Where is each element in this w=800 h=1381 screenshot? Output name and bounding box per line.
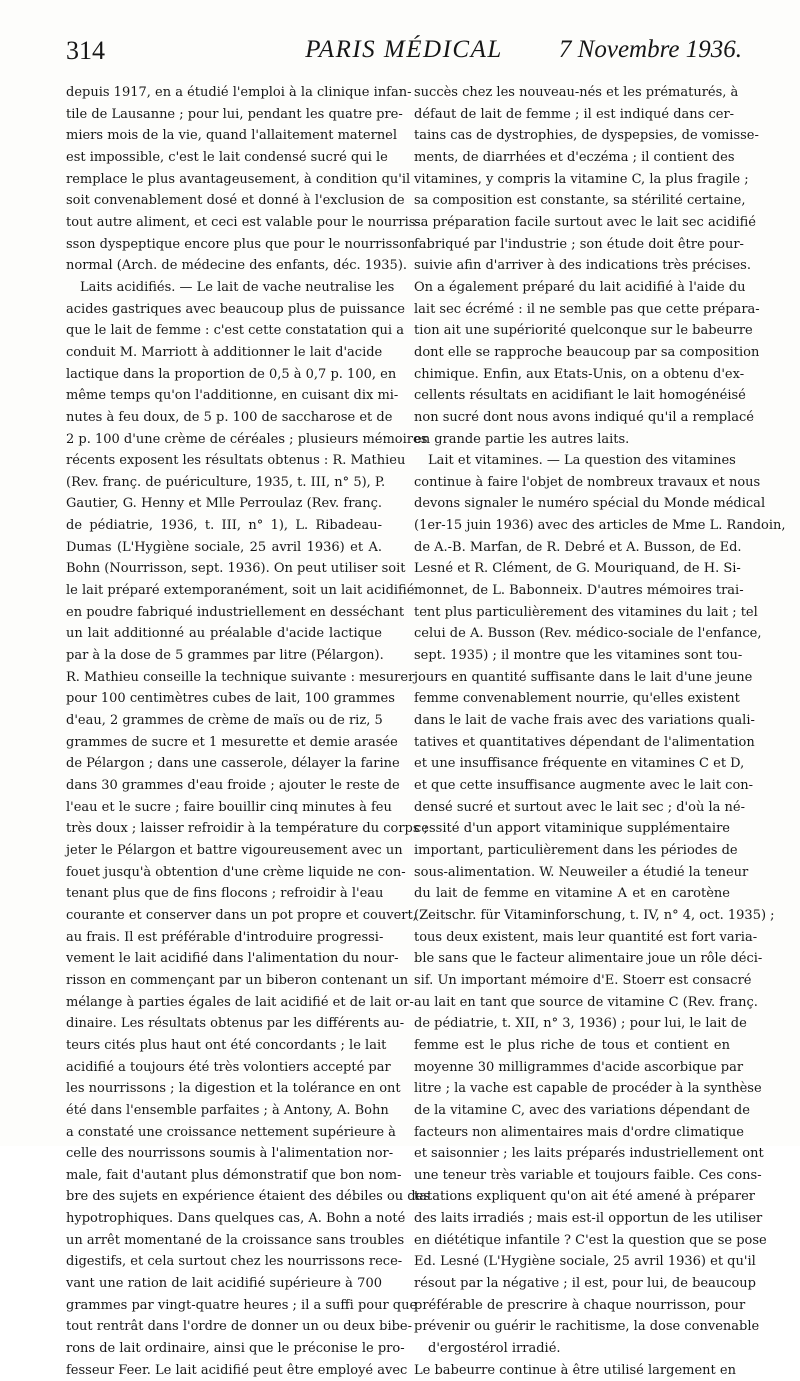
text-line: tile de Lausanne ; pour lui, pendant les quatre pre- (66, 106, 403, 122)
text-line: les nourrissons ; la digestion et la tolérance en ont (66, 1081, 401, 1097)
text-line: (Zeitschr. für Vitaminforschung, t. IV, n° 4, oct. 1935) ; (414, 907, 775, 923)
text-line: Laits acidifiés. — Le lait de vache neutralise les (80, 279, 395, 295)
text-line: vant une ration de lait acidifié supérieure à 700 (66, 1276, 382, 1292)
text-line: résout par la négative ; il est, pour lui, de beaucoup (414, 1276, 757, 1292)
text-line: jours en quantité suffisante dans le lait d'une jeune (414, 669, 753, 685)
text-line: dont elle se rapproche beaucoup par sa composition (414, 344, 760, 360)
text-line: non sucré dont nous avons indiqué qu'il a remplacé (414, 409, 754, 425)
text-line: sept. 1935) ; il montre que les vitamines sont tou- (414, 648, 743, 664)
text-line: un arrêt momentané de la croissance sans troubles (66, 1232, 405, 1248)
text-line: tains cas de dystrophies, de dyspepsies, de vomisse- (414, 128, 759, 144)
text-line: courante et conserver dans un pot propre et couvert, (66, 907, 417, 923)
text-line: et saisonnier ; les laits préparés industriellement ont (414, 1146, 764, 1162)
text-line: sif. Un important mémoire d'E. Stoerr est consacré (414, 972, 752, 988)
text-line: Bohn (Nourrisson, sept. 1936). On peut utiliser soit (66, 561, 406, 577)
text-line: que le lait de femme : c'est cette constatation qui a (66, 323, 404, 339)
text-line: depuis 1917, en a étudié l'emploi à la clinique infan- (66, 85, 412, 100)
text-line: soit convenablement dosé et donné à l'exclusion de (66, 193, 405, 209)
text-line: rons de lait ordinaire, ainsi que le préconise le pro- (66, 1341, 405, 1357)
text-line: très doux ; laisser refroidir à la température du corps ; (66, 821, 429, 837)
text-line: chimique. Enfin, aux Etats-Unis, on a obtenu d'ex- (414, 366, 745, 382)
text-line: sa composition est constante, sa stérilité certaine, (414, 193, 746, 209)
text-line: acidifié a toujours été très volontiers accepté par (66, 1059, 391, 1075)
text-line: nutes à feu doux, de 5 p. 100 de saccharose et de (66, 409, 393, 425)
text-line: de Pélargon ; dans une casserole, délayer la farine (66, 756, 400, 772)
text-line: fouet jusqu'à obtention d'une crème liquide ne con- (66, 864, 406, 880)
text-line: est impossible, c'est le lait condensé sucré qui le (66, 149, 388, 165)
text-line: récents exposent les résultats obtenus : R. Mathieu (66, 453, 406, 469)
text-line: Le babeurre continue à être utilisé largement en (414, 1362, 736, 1378)
text-line: Lesné et R. Clément, de G. Mouriquand, de H. Si- (414, 561, 741, 577)
text-line: important, particulièrement dans les périodes de (414, 842, 738, 858)
text-line: et que cette insuffisance augmente avec le lait con- (414, 778, 754, 793)
text-line: grammes de sucre et 1 mesurette et demie arasée (66, 734, 398, 750)
text-line: devons signaler le numéro spécial du Monde médical (414, 496, 766, 512)
text-line: densé sucré et surtout avec le lait sec ; d'où la né- (414, 799, 745, 815)
text-line: de A.-B. Marfan, de R. Debré et A. Busson, de Ed. (414, 539, 742, 555)
text-line: risson en commençant par un biberon contenant un (66, 972, 409, 988)
text-line: sson dyspeptique encore plus que pour le nourrisson (66, 236, 416, 252)
text-line: défaut de lait de femme ; il est indiqué dans cer- (414, 106, 735, 122)
text-line: du lait de femme en vitamine A et en carotène (414, 886, 730, 902)
text-line: tout autre aliment, et ceci est valable pour le nourris- (66, 214, 420, 230)
text-line: dans le lait de vache frais avec des variations quali- (414, 713, 755, 729)
text-line: de pédiatrie, 1936, t. III, n° 1), L. Ribadeau- (66, 518, 382, 534)
text-line: par à la dose de 5 grammes par litre (Pélargon). (66, 648, 384, 664)
text-line: dinaire. Les résultats obtenus par les différents au- (66, 1016, 405, 1032)
text-line: au lait en tant que source de vitamine C (Rev. franç. (414, 994, 758, 1010)
text-line: préférable de prescrire à chaque nourrisson, pour (414, 1297, 746, 1313)
page-header (66, 36, 742, 76)
text-line: de pédiatrie, t. XII, n° 3, 1936) ; pour lui, le lait de (414, 1016, 747, 1032)
left-column (66, 82, 430, 1381)
text-line: suivie afin d'arriver à des indications très précises. (414, 258, 751, 274)
text-line: dans 30 grammes d'eau froide ; ajouter le reste de (66, 778, 400, 793)
text-line: jeter le Pélargon et battre vigoureusement avec un (66, 842, 403, 858)
text-line: continue à faire l'objet de nombreux travaux et nous (414, 474, 761, 490)
page-number: 314 (66, 36, 105, 65)
text-line: de la vitamine C, avec des variations dépendant de (414, 1102, 750, 1118)
text-line: un lait additionné au préalable d'acide lactique (66, 626, 382, 642)
text-line: fabriqué par l'industrie ; son étude doit être pour- (414, 236, 744, 252)
text-line: mélange à parties égales de lait acidifié et de lait or- (66, 994, 414, 1010)
text-line: male, fait d'autant plus démonstratif que bon nom- (66, 1167, 402, 1183)
text-line: moyenne 30 milligrammes d'acide ascorbique par (414, 1059, 744, 1075)
text-line: pour 100 centimètres cubes de lait, 100 grammes (66, 691, 395, 707)
text-line: femme convenablement nourrie, qu'elles existent (414, 691, 740, 707)
text-line: Ed. Lesné (L'Hygiène sociale, 25 avril 1936) et qu'il (414, 1254, 756, 1270)
text-line: a constaté une croissance nettement supérieure à (66, 1124, 396, 1140)
text-line: acides gastriques avec beaucoup plus de puissance (66, 301, 405, 317)
text-line: litre ; la vache est capable de procéder à la synthèse (414, 1081, 762, 1097)
text-line: lactique dans la proportion de 0,5 à 0,7 p. 100, en (66, 366, 397, 382)
text-line: Gautier, G. Henny et Mlle Perroulaz (Rev. franç. (66, 496, 382, 512)
text-line: remplace le plus avantageusement, à condition qu'il (66, 171, 411, 187)
text-line: celle des nourrissons soumis à l'alimentation nor- (66, 1146, 394, 1162)
text-line: en diététique infantile ? C'est la question que se pose (414, 1232, 767, 1248)
text-line: sous-alimentation. W. Neuweiler a étudié la teneur (414, 864, 749, 880)
text-line: tenant plus que de fins flocons ; refroidir à l'eau (66, 886, 384, 902)
text-line: On a également préparé du lait acidifié à l'aide du (414, 279, 746, 295)
issue-date: 7 Novembre 1936. (558, 36, 742, 63)
text-line: été dans l'ensemble parfaites ; à Antony, A. Bohn (66, 1102, 389, 1118)
text-line: cellents résultats en acidifiant le lait homogénéisé (414, 388, 746, 404)
text-line: des laits irradiés ; mais est-il opportun de les utiliser (414, 1211, 763, 1227)
text-line: d'eau, 2 grammes de crème de maïs ou de riz, 5 (66, 713, 383, 729)
text-line: miers mois de la vie, quand l'allaitement maternel (66, 128, 398, 144)
text-line: le lait préparé extemporanément, soit un lait acidifié (66, 583, 415, 599)
text-line: facteurs non alimentaires mais d'ordre climatique (414, 1124, 744, 1140)
text-line: d'ergostérol irradié. (428, 1341, 561, 1357)
text-line: ments, de diarrhées et d'eczéma ; il contient des (414, 149, 735, 165)
text-line: femme est le plus riche de tous et contient en (414, 1037, 730, 1053)
text-line: tatives et quantitatives dépendant de l'alimentation (414, 734, 755, 750)
text-line: (1er-15 juin 1936) avec des articles de Mme L. Randoin, (414, 518, 786, 534)
text-line: et une insuffisance fréquente en vitamines C et D, (414, 756, 745, 772)
text-line: prévenir ou guérir le rachitisme, la dose convenable (414, 1319, 760, 1335)
text-line: vitamines, y compris la vitamine C, la plus fragile ; (414, 171, 749, 187)
right-column (414, 82, 786, 1381)
text-line: tous deux existent, mais leur quantité est fort varia- (414, 929, 758, 945)
text-line: normal (Arch. de médecine des enfants, déc. 1935). (66, 258, 408, 274)
text-line: en poudre fabriqué industriellement en desséchant (66, 604, 405, 620)
text-line: succès chez les nouveau-nés et les prématurés, à (414, 85, 739, 100)
text-line: ble sans que le facteur alimentaire joue un rôle déci- (414, 951, 763, 967)
text-line: teurs cités plus haut ont été concordants ; le lait (66, 1037, 387, 1053)
text-line: tent plus particulièrement des vitamines du lait ; tel (414, 604, 758, 620)
text-line: au frais. Il est préférable d'introduire progressi- (66, 929, 384, 945)
text-line: lait sec écrémé : il ne semble pas que cette prépara- (414, 301, 760, 317)
text-line: conduit M. Marriott à additionner le lait d'acide (66, 344, 383, 360)
text-line: une teneur très variable et toujours faible. Ces cons- (414, 1167, 762, 1183)
journal-title: PARIS MÉDICAL (305, 36, 503, 63)
text-line: sa préparation facile surtout avec le lait sec acidifié (414, 214, 756, 230)
text-line: monnet, de L. Babonneix. D'autres mémoires trai- (414, 583, 744, 599)
text-line: digestifs, et cela surtout chez les nourrissons rece- (66, 1254, 403, 1270)
text-line: fesseur Feer. Le lait acidifié peut être employé avec (66, 1362, 408, 1378)
text-line: grammes par vingt-quatre heures ; il a suffi pour que (66, 1297, 418, 1313)
text-line: 2 p. 100 d'une crème de céréales ; plusieurs mémoires (66, 431, 428, 447)
text-line: celui de A. Busson (Rev. médico-sociale de l'enfance, (414, 626, 762, 642)
text-line: Dumas (L'Hygiène sociale, 25 avril 1936) et A. (66, 539, 382, 555)
text-line: (Rev. franç. de puériculture, 1935, t. III, n° 5), P. (66, 474, 386, 490)
text-line: tion ait une supériorité quelconque sur le babeurre (414, 323, 753, 339)
text-line: vement le lait acidifié dans l'alimentation du nour- (66, 951, 399, 967)
text-line: en grande partie les autres laits. (414, 431, 630, 447)
text-line: cessité d'un apport vitaminique supplémentaire (414, 821, 730, 837)
text-line: bre des sujets en expérience étaient des débiles ou des (66, 1189, 430, 1205)
text-line: tout rentrât dans l'ordre de donner un ou deux bibe- (66, 1319, 413, 1335)
text-line: même temps qu'on l'additionne, en cuisant dix mi- (66, 388, 399, 404)
text-line: hypotrophiques. Dans quelques cas, A. Bohn a noté (66, 1211, 406, 1227)
text-line: tatations expliquent qu'on ait été amené à préparer (414, 1189, 755, 1205)
text-line: l'eau et le sucre ; faire bouillir cinq minutes à feu (66, 799, 392, 815)
text-line: R. Mathieu conseille la technique suivante : mesurer (66, 669, 415, 685)
text-line: Lait et vitamines. — La question des vitamines (428, 453, 736, 469)
